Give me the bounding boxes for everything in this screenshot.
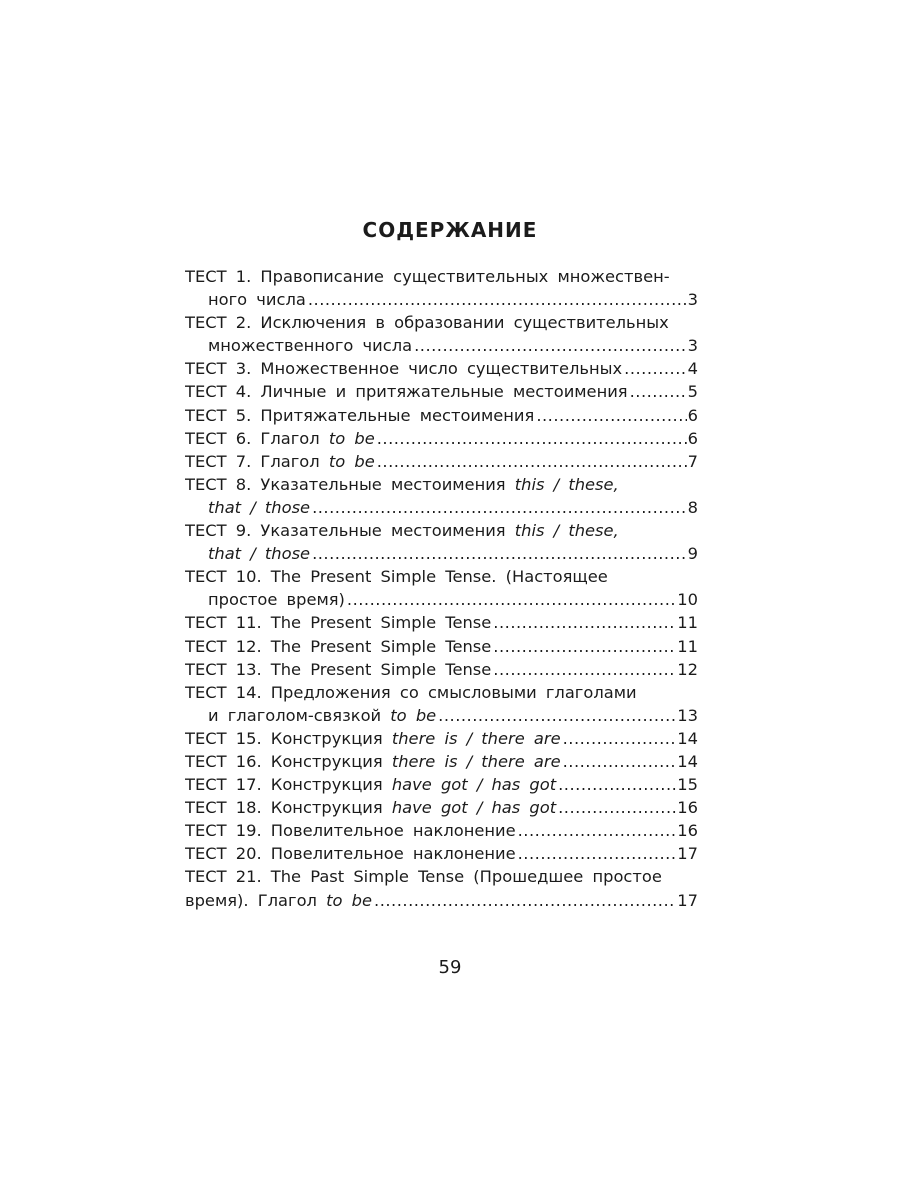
toc-entry-8-line-2 [185,496,698,519]
toc-entry-15 [185,727,698,750]
toc-entry-12 [185,635,698,658]
toc-entry-text: ТЕСТ 7. Глагол [185,451,320,471]
toc-entry-italic-text: have got / has got [391,775,557,795]
toc-page-number: 17 [677,890,698,910]
table-of-contents [185,265,698,912]
toc-entry-7 [185,450,698,473]
toc-entry-italic-text: that / those [208,544,311,564]
toc-entry-text: ТЕСТ 11. The Present Simple Tense [185,613,492,633]
toc-entry-text: ТЕСТ 10. The Present Simple Tense. (Настоящее [185,567,608,587]
toc-page-number: 7 [687,451,698,471]
toc-entry-italic-text: to be [390,705,437,725]
leader-dots [534,404,686,427]
toc-entry-9-line-2 [185,542,698,565]
toc-entry-italic-text: to be [326,890,373,910]
leader-dots [345,588,676,611]
toc-entry-1-line-2 [185,288,698,311]
toc-entry-italic-text: that / those [208,497,311,517]
toc-entry-italic-text: this / these, [514,521,619,541]
leader-dots [628,380,687,403]
toc-page-number: 14 [677,751,698,771]
toc-entry-11 [185,611,698,634]
toc-entry-14-line-1 [185,681,698,704]
toc-page-number: 17 [677,844,698,864]
toc-entry-text: ТЕСТ 1. Правописание существительных множествен- [185,267,670,286]
toc-entry-13 [185,658,698,681]
toc-entry-text: ТЕСТ 3. Множественное число существительных [185,359,623,379]
toc-entry-text: ТЕСТ 4. Личные и притяжательные местоимения [185,382,628,402]
leader-dots [306,288,687,311]
leader-dots [310,496,687,519]
leader-dots [516,842,677,865]
toc-page-number: 16 [677,821,698,841]
toc-page-number: 9 [687,544,698,564]
toc-entry-text: ТЕСТ 2. Исключения в образовании существительных [185,313,669,333]
toc-entry-text: ТЕСТ 12. The Present Simple Tense [185,636,492,656]
toc-page-number: 12 [677,659,698,679]
toc-entry-21-line-2 [185,889,698,912]
toc-page-number: 4 [687,359,698,379]
toc-entry-italic-text: to be [328,428,375,448]
toc-page-number: 8 [687,497,698,517]
toc-page-number: 11 [677,636,698,656]
leader-dots [491,611,676,634]
leader-dots [375,427,687,450]
toc-page-number: 3 [687,290,698,310]
toc-entry-5 [185,404,698,427]
leader-dots [561,727,677,750]
toc-entry-9-line-1 [185,519,698,542]
leader-dots [516,819,677,842]
toc-entry-1-line-1 [185,265,698,288]
toc-page-number: 13 [677,705,698,725]
leader-dots [436,704,676,727]
toc-page-number: 11 [677,613,698,633]
toc-entry-19 [185,819,698,842]
toc-entry-8-line-1 [185,473,698,496]
toc-entry-text: ТЕСТ 20. Повелительное наклонение [185,844,516,864]
toc-entry-italic-text: this / these, [514,474,619,494]
toc-entry-text: и глаголом-связкой [208,705,382,725]
leader-dots [412,334,687,357]
toc-entry-text: ТЕСТ 9. Указательные местоимения [185,521,506,541]
leader-dots [375,450,687,473]
toc-entry-10-line-2 [185,588,698,611]
toc-entry-text: ного числа [208,290,306,310]
leader-dots [561,750,677,773]
toc-entry-text: время). Глагол [185,890,317,910]
toc-page-number: 16 [677,798,698,818]
toc-entry-6 [185,427,698,450]
toc-page-number: 3 [687,336,698,356]
toc-entry-text: ТЕСТ 19. Повелительное наклонение [185,821,516,841]
toc-entry-20 [185,842,698,865]
leader-dots [556,796,676,819]
leader-dots [491,635,676,658]
leader-dots [372,889,676,912]
leader-dots [491,658,676,681]
toc-entry-text: ТЕСТ 13. The Present Simple Tense [185,659,492,679]
toc-page-number: 14 [677,728,698,748]
toc-entry-italic-text: there is / there are [391,751,561,771]
toc-entry-2-line-2 [185,334,698,357]
toc-entry-16 [185,750,698,773]
page-number: 59 [438,957,462,978]
toc-entry-text: ТЕСТ 21. The Past Simple Tense (Прошедшее простое [185,867,662,887]
toc-entry-18 [185,796,698,819]
toc-entry-text: простое время) [208,590,345,610]
toc-page-number: 6 [687,405,698,425]
toc-entry-21-line-1 [185,865,698,888]
toc-entry-4 [185,380,698,403]
toc-entry-17 [185,773,698,796]
toc-entry-text: ТЕСТ 6. Глагол [185,428,320,448]
leader-dots [556,773,676,796]
page-title: СОДЕРЖАНИЕ [362,218,538,242]
toc-entry-10-line-1 [185,565,698,588]
toc-entry-text: множественного числа [208,336,413,356]
toc-page-number: 15 [677,775,698,795]
toc-entry-2-line-1 [185,311,698,334]
toc-entry-text: ТЕСТ 14. Предложения со смысловыми глаголами [185,682,637,702]
toc-entry-text: ТЕСТ 5. Притяжательные местоимения [185,405,535,425]
leader-dots [622,357,686,380]
toc-entry-text: ТЕСТ 18. Конструкция [185,798,383,818]
toc-entry-text: ТЕСТ 8. Указательные местоимения [185,474,506,494]
toc-entry-text: ТЕСТ 17. Конструкция [185,775,383,795]
toc-entry-3 [185,357,698,380]
toc-entry-text: ТЕСТ 16. Конструкция [185,751,383,771]
toc-page-number: 10 [677,590,698,610]
leader-dots [310,542,687,565]
toc-entry-italic-text: there is / there are [391,728,561,748]
toc-entry-14-line-2 [185,704,698,727]
toc-page-number: 5 [687,382,698,402]
toc-page-number: 6 [687,428,698,448]
toc-entry-text: ТЕСТ 15. Конструкция [185,728,383,748]
toc-entry-italic-text: to be [328,451,375,471]
toc-entry-italic-text: have got / has got [391,798,557,818]
